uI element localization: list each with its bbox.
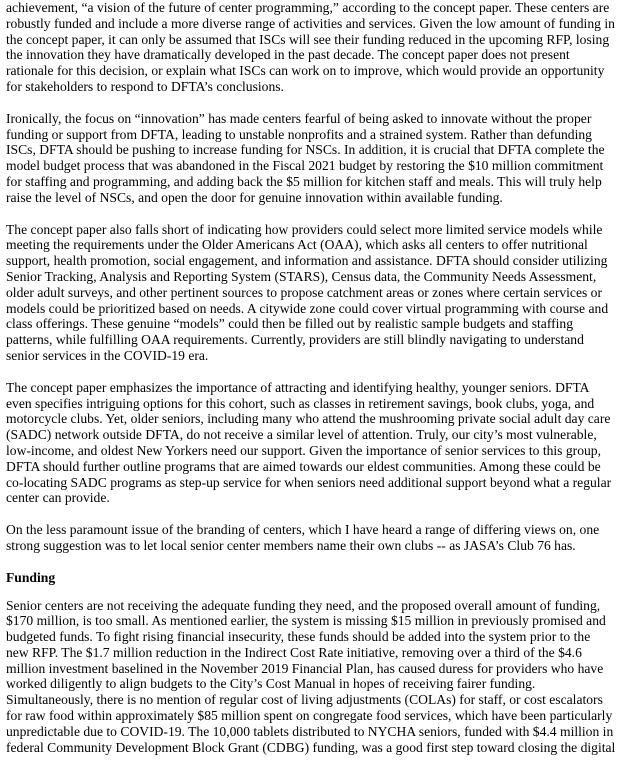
text-line: strong suggestion was to let local senior center members name their own clubs -- as JASA’s Club 76 has.	[6, 537, 576, 553]
text-line: raise the level of NSCs, and open the door for genuine innovation within available funding.	[6, 189, 503, 205]
text-line: federal Community Development Block Grant (CDBG) funding, was a good first step toward closing the digital	[6, 739, 616, 755]
text-line: Simultaneously, there is no mention of regular cost of living adjustments (COLAs) for staff, or cost escalators	[6, 692, 603, 708]
text-line: ISCs, DFTA should be pushing to increase funding for NSCs. In addition, it is crucial that DFTA complete the	[6, 142, 605, 158]
paragraph-innovation	[6, 111, 632, 206]
text-line: Senior Tracking, Analysis and Reporting System (STARS), Census data, the Community Needs Assessment,	[6, 268, 597, 284]
text-line: meeting the requirements under the Older Americans Act (OAA), which asks all centers to offer nutritional	[6, 237, 588, 253]
text-line: The concept paper emphasizes the importance of attracting and identifying healthy, younger seniors. DFTA	[6, 379, 590, 395]
text-line: unpredictable due to COVID-19. The 10,000 tablets distributed to NYCHA seniors, funded with $4.4 million in	[6, 723, 614, 739]
text-line: senior services in the COVID-19 era.	[6, 347, 209, 363]
text-line: support, health promotion, social engagement, and information and assistance. DFTA should consider utilizing	[6, 253, 608, 269]
text-line: models could be prioritized based on needs. A citywide zone could cover virtual programming with course and	[6, 300, 609, 316]
text-line: rationale for this decision, or explain what ISCs can work on to improve, which would provide an opportunity	[6, 63, 605, 79]
text-line: motorcycle clubs. Yet, older seniors, including many who attend the mushrooming private social adult day care	[6, 411, 611, 427]
text-line: DFTA should further outline programs that are aimed towards our eldest communities. Among these could be	[6, 458, 601, 474]
text-line: model budget process that was abandoned in the Fiscal 2021 budget by restoring the $10 million commitment	[6, 158, 604, 174]
text-line: even specifies intriguing options for this cohort, such as classes in retirement savings, book clubs, yoga, and	[6, 395, 595, 411]
text-line: budgeted funds. To fight rising financial insecurity, these funds should be added into the system prior to the	[6, 629, 591, 645]
text-line: center can provide.	[6, 490, 110, 506]
text-line: for stakeholders to respond to DFTA’s conclusions.	[6, 78, 284, 94]
text-line: worked diligently to align budgets to the City’s Cost Manual in hopes of receiving fairer funding.	[6, 676, 536, 692]
paragraph-funding	[6, 598, 632, 756]
section-heading-funding: Funding	[6, 569, 56, 585]
text-line: class offerings. These genuine “models” could then be filled out by realistic sample budgets and staffing	[6, 316, 574, 332]
text-line: older adult surveys, and other pertinent sources to propose catchment areas or zones where certain services or	[6, 284, 603, 300]
text-line: $170 million, is too small. As mentioned earlier, the system is missing $15 million in previously promised and	[6, 613, 606, 629]
text-line: for staffing and programming, and adding back the $5 million for kitchen staff and meals. This will truly help	[6, 173, 602, 189]
text-line: patterns, while fulfilling OAA requirements. Currently, providers are still blindly navigating to understand	[6, 332, 584, 348]
paragraph-isc-funding	[6, 0, 632, 95]
text-line: co-locating SADC programs as step-up service for when seniors need additional support beyond what a regular	[6, 474, 612, 490]
paragraph-branding	[6, 522, 632, 554]
text-line: (SADC) network outside DFTA, do not receive a similar level of attention. Truly, our city’s most vulnerable,	[6, 427, 597, 443]
text-line: funding or support from DFTA, leading to unstable nonprofits and a strained system. Rather than defunding	[6, 126, 592, 142]
text-line: the concept paper, it can only be assumed that ISCs will see their funding reduced in the upcoming RFP, losing	[6, 31, 610, 47]
text-line: million investment baselined in the November 2019 Financial Plan, has caused duress for providers who have	[6, 660, 604, 676]
text-line: The concept paper also falls short of indicating how providers could select more limited service models while	[6, 221, 603, 237]
paragraph-service-models	[6, 222, 632, 364]
text-line: low-income, and oldest New Yorkers need our support. Given the importance of senior services to this group,	[6, 442, 601, 458]
text-line: On the less paramount issue of the branding of centers, which I have heard a range of differing views on, one	[6, 522, 600, 538]
text-line: Senior centers are not receiving the adequate funding they need, and the proposed overall amount of funding,	[6, 597, 601, 613]
paragraph-younger-seniors	[6, 380, 632, 506]
text-line: Ironically, the focus on “innovation” has made centers fearful of being asked to innovate without the proper	[6, 110, 592, 126]
text-line: achievement, “a vision of the future of center programming,” according to the concept paper. These centers are	[6, 0, 610, 15]
text-line: for raw food within approximately $85 million spent on congregate food services, which have been particularly	[6, 708, 613, 724]
text-line: the innovation they have dramatically developed in the past decade. The concept paper does not present	[6, 47, 570, 63]
text-line: new RFP. The $1.7 million reduction in the Indirect Cost Rate initiative, removing over a third of the $4.6	[6, 644, 582, 660]
text-line: robustly funded and include a more diverse range of activities and services. Given the low amount of funding in	[6, 15, 615, 31]
